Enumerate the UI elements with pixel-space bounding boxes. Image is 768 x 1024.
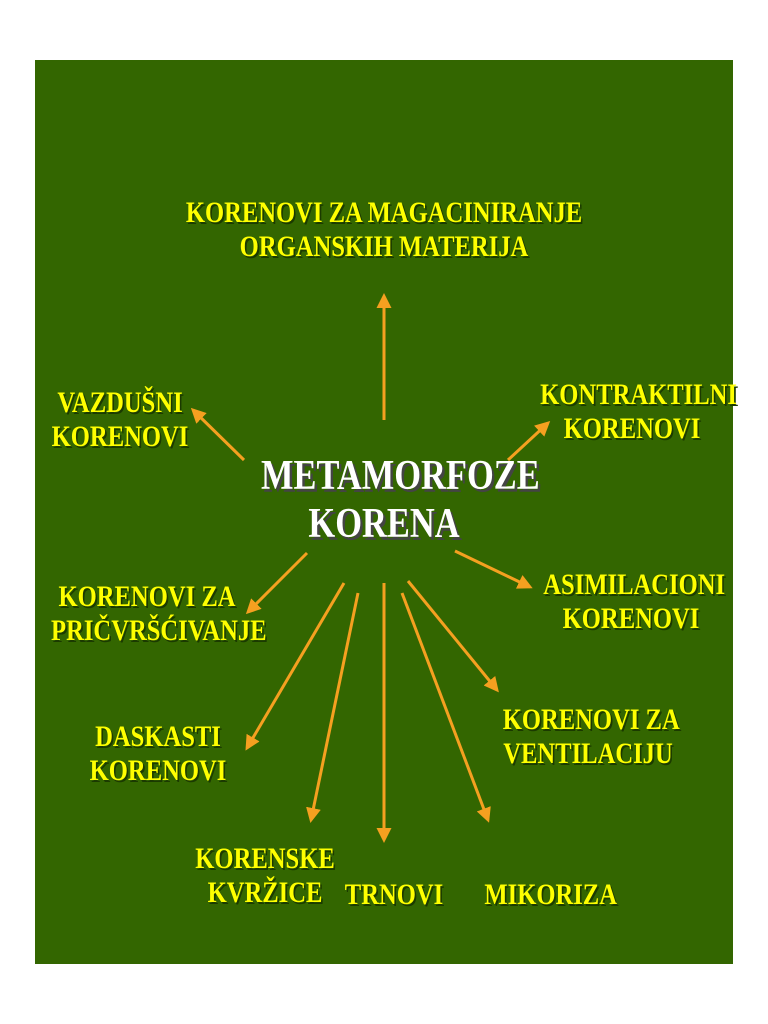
label-line: KVRŽICE [207, 876, 323, 909]
label-storage-roots [179, 196, 589, 264]
label-attachment-roots [51, 580, 267, 648]
arrow-to-attachment-roots [248, 553, 307, 612]
label-line: KORENOVI [51, 420, 189, 453]
label-ventilation-roots [502, 703, 680, 771]
label-line: DASKASTI [95, 720, 221, 753]
label-line: VAZDUŠNI [57, 386, 183, 419]
label-line: KORENOVI ZA MAGACINIRANJE [185, 196, 583, 229]
label-thorns [345, 878, 443, 912]
arrow-to-buttress-roots [247, 583, 344, 748]
label-line: VENTILACIJU [503, 737, 673, 770]
label-line: KORENOVI [89, 754, 227, 787]
label-line: KORENOVI [562, 602, 700, 635]
arrow-to-aerial-roots [193, 410, 244, 460]
label-mycorrhiza [484, 878, 615, 912]
center-title [261, 452, 540, 548]
label-line: KORENOVI ZA [502, 703, 680, 736]
arrow-to-ventilation-roots [408, 581, 497, 690]
label-line: KORENSKE [195, 842, 335, 875]
label-buttress-roots [83, 720, 234, 788]
label-line: MIKORIZA [484, 878, 617, 911]
center-line: KORENA [308, 501, 460, 547]
label-assimilation-roots [543, 568, 726, 636]
label-line: KORENOVI ZA [58, 580, 236, 613]
label-contractile-roots [540, 378, 737, 446]
label-root-nodules [195, 842, 334, 910]
label-line: KONTRAKTILNI [540, 378, 737, 411]
label-line: ORGANSKIH MATERIJA [239, 230, 529, 263]
label-line: PRIČVRŠĆIVANJE [51, 614, 267, 647]
arrow-to-assimilation-roots [455, 551, 530, 587]
label-aerial-roots [46, 386, 194, 454]
center-line: METAMORFOZE [261, 453, 540, 499]
label-line: TRNOVI [344, 878, 444, 911]
label-line: KORENOVI [563, 412, 701, 445]
label-line: ASIMILACIONI [543, 568, 726, 601]
